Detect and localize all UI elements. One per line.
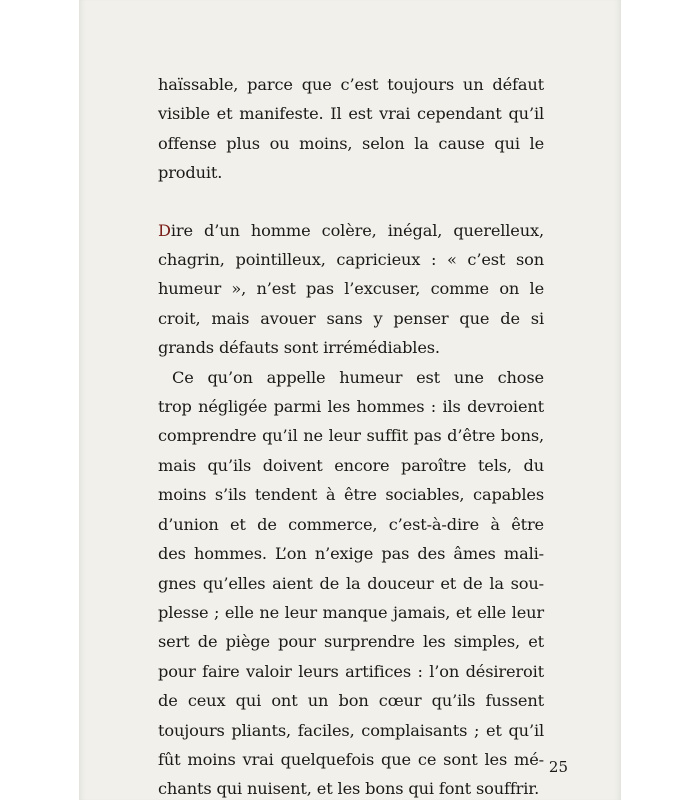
text-line: sert de piège pour surprendre les simples, et: [158, 632, 544, 652]
colored-initial: D: [158, 220, 171, 240]
text-line: mais qu’ils doivent encore paroître tels, du: [158, 455, 544, 475]
text-line-with-initial: [158, 216, 544, 245]
text-line: Ce qu’on appelle humeur est une chose: [172, 367, 544, 387]
text-line: comprendre qu’il ne leur suffit pas d’être bons,: [158, 426, 544, 446]
page-text: [158, 70, 544, 804]
text-line: produit.: [158, 163, 223, 183]
text-line: offense plus ou moins, selon la cause qui le: [158, 133, 544, 153]
text-line: gnes qu’elles aient de la douceur et de la sou-: [158, 573, 544, 593]
text-line: toujours pliants, faciles, complaisants ; et qu’il: [158, 720, 544, 740]
paragraph-2: [158, 216, 544, 363]
text-line: de ceux qui ont un bon cœur qu’ils fussent: [158, 691, 544, 711]
text-line: moins s’ils tendent à être sociables, capables: [158, 485, 544, 505]
text-line: croit, mais avouer sans y penser que de si: [158, 308, 544, 328]
text-line: trop négligée parmi les hommes : ils devroient: [158, 397, 544, 417]
text-line: fût moins vrai quelquefois que ce sont les mé-: [158, 749, 544, 769]
text-line-rest: ire d’un homme colère, inégal, querelleux,: [170, 220, 544, 240]
text-line: chants qui nuisent, et les bons qui font souffrir.: [158, 779, 540, 799]
text-line: chagrin, pointilleux, capricieux : « c’est son: [158, 250, 544, 270]
paragraph-3: [158, 363, 544, 804]
text-line: haïssable, parce que c’est toujours un défaut: [158, 75, 544, 94]
paragraph-gap: [158, 188, 544, 216]
paragraph-1: [158, 70, 544, 188]
text-line: des hommes. L’on n’exige pas des âmes mali-: [158, 544, 544, 564]
page-number: 25: [548, 758, 568, 776]
text-line: d’union et de commerce, c’est-à-dire à être: [158, 514, 544, 534]
text-line: grands défauts sont irrémédiables.: [158, 338, 440, 358]
text-line: plesse ; elle ne leur manque jamais, et elle leur: [158, 602, 544, 622]
text-line: humeur », n’est pas l’excuser, comme on le: [158, 279, 544, 299]
text-line: pour faire valoir leurs artifices : l’on désireroit: [158, 661, 544, 681]
text-line: visible et manifeste. Il est vrai cependant qu’il: [158, 104, 544, 124]
